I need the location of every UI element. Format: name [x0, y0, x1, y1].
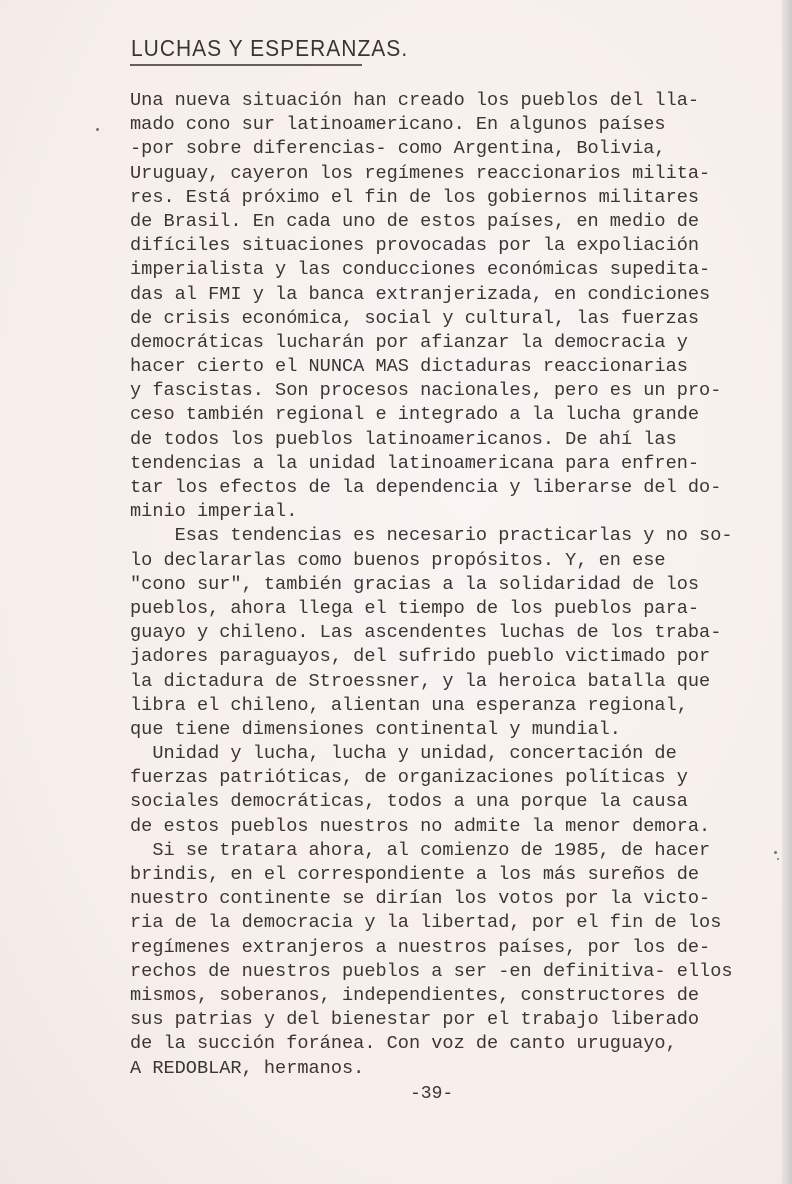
text-line: lo declararlas como buenos propósitos. Y, en ese — [130, 549, 666, 571]
title-underline — [130, 64, 362, 66]
text-line: de crisis económica, social y cultural, las fuerzas — [130, 307, 700, 329]
body-text — [130, 89, 770, 1081]
text-line: "cono sur", también gracias a la solidaridad de los — [130, 573, 700, 595]
margin-speck — [96, 128, 99, 131]
text-line: res. Está próximo el fin de los gobiernos militares — [130, 186, 700, 208]
text-line: tar los efectos de la dependencia y liberarse del do- — [130, 477, 722, 498]
page-number: -39- — [410, 1084, 454, 1104]
text-line: de todos los pueblos latinoamericanos. De ahí las — [130, 428, 677, 450]
text-line: hacer cierto el NUNCA MAS dictaduras reaccionarias — [130, 356, 688, 378]
text-line: pueblos, ahora llega el tiempo de los pueblos para- — [130, 597, 700, 619]
text-line: brindis, en el correspondiente a los más sureños de — [130, 864, 700, 885]
text-line: de estos pueblos nuestros no admite la menor demora. — [130, 815, 711, 837]
text-line: -por sobre diferencias- como Argentina, Bolivia, — [130, 138, 666, 160]
text-line: jadores paraguayos, del sufrido pueblo victimado por — [130, 646, 711, 668]
text-line: libra el chileno, alientan una esperanza regional, — [130, 694, 688, 716]
text-line: Esas tendencias es necesario practicarlas y no so- — [130, 525, 733, 547]
text-line: ceso también regional e integrado a la lucha grande — [130, 404, 700, 426]
page-title: LUCHAS Y ESPERANZAS. — [131, 36, 409, 62]
text-line: rechos de nuestros pueblos a ser -en definitiva- ellos — [130, 960, 733, 982]
text-line: minio imperial. — [130, 501, 298, 523]
text-line: de la succión foránea. Con voz de canto uruguayo, — [130, 1033, 677, 1055]
text-line: Unidad y lucha, lucha y unidad, concertación de — [130, 743, 677, 765]
text-line: la dictadura de Stroessner, y la heroica batalla que — [130, 670, 711, 692]
text-line: guayo y chileno. Las ascendentes luchas de los traba- — [130, 622, 722, 644]
text-line: Si se tratara ahora, al comienzo de 1985, de hacer — [130, 839, 711, 861]
text-line: de Brasil. En cada uno de estos países, en medio de — [130, 210, 700, 232]
text-line: democráticas lucharán por afianzar la democracia y — [130, 331, 688, 353]
text-line: Una nueva situación han creado los pueblos del lla- — [130, 90, 700, 111]
text-line: sociales democráticas, todos a una porque la causa — [130, 791, 688, 813]
text-line: Uruguay, cayeron los regímenes reaccionarios milita- — [130, 162, 711, 184]
text-line: nuestro continente se dirían los votos por la victo- — [130, 888, 711, 910]
text-line: mismos, soberanos, independientes, constructores de — [130, 984, 700, 1006]
text-line: que tiene dimensiones continental y mundial. — [130, 718, 621, 740]
text-line: imperialista y las conducciones económicas supedita- — [130, 259, 711, 281]
text-line: y fascistas. Son procesos nacionales, pero es un pro- — [130, 380, 722, 402]
text-line: sus patrias y del bienestar por el trabajo liberado — [130, 1009, 700, 1031]
text-line: fuerzas patrióticas, de organizaciones políticas y — [130, 767, 688, 789]
text-line: difíciles situaciones provocadas por la expoliación — [130, 235, 700, 257]
margin-speck — [774, 851, 777, 854]
text-line: mado cono sur latinoamericano. En algunos países — [130, 114, 666, 136]
text-line: A REDOBLAR, hermanos. — [130, 1057, 365, 1079]
text-line: ria de la democracia y la libertad, por el fin de los — [130, 912, 722, 934]
text-line: regímenes extranjeros a nuestros países, por los de- — [130, 936, 711, 958]
text-line: tendencias a la unidad latinoamericana para enfren- — [130, 452, 700, 474]
margin-speck — [777, 858, 779, 860]
page-edge — [782, 0, 792, 1184]
text-line: das al FMI y la banca extranjerizada, en condiciones — [130, 283, 711, 305]
